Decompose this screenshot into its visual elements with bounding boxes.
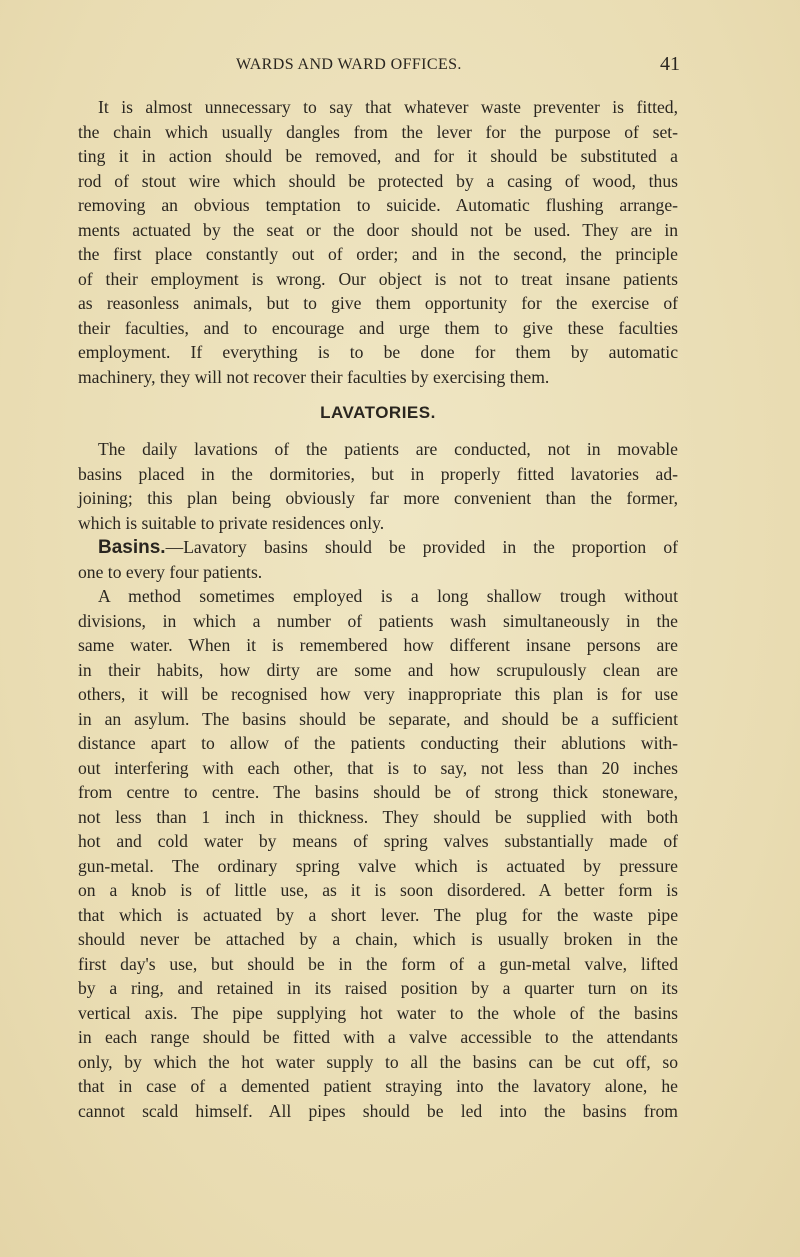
text-line: hot and cold water by means of spring valves substantially made of	[78, 831, 678, 851]
text-line: by a ring, and retained in its raised position by a quarter turn on its	[78, 978, 678, 998]
text-line: A method sometimes employed is a long shallow trough without	[98, 586, 678, 606]
text-line: The daily lavations of the patients are conducted, not in movable	[98, 439, 678, 459]
text-line: basins placed in the dormitories, but in properly fitted lavatories ad-	[78, 463, 678, 484]
section-heading: LAVATORIES.	[320, 403, 436, 422]
text-line: which is suitable to private residences only.	[78, 512, 385, 533]
text-line: in their habits, how dirty are some and how scrupulously clean are	[78, 659, 678, 680]
text-line: the first place constantly out of order; and in the second, the principle	[78, 244, 678, 264]
text-line: It is almost unnecessary to say that whatever waste preventer is fitted,	[98, 97, 678, 117]
text-line: on a knob is of little use, as it is soon disordered. A better form is	[78, 880, 678, 900]
page-body	[78, 95, 678, 1123]
text-line: first day's use, but should be in the form of a gun-metal valve, lifted	[78, 953, 678, 974]
text-line: should never be attached by a chain, which is usually broken in the	[78, 929, 678, 949]
text-line: joining; this plan being obviously far more convenient than the former,	[78, 488, 678, 508]
text-line: machinery, they will not recover their faculties by exercising them.	[78, 366, 550, 387]
paragraph	[78, 584, 678, 1123]
text-line: in an asylum. The basins should be separate, and should be a sufficient	[78, 708, 678, 729]
text-line: same water. When it is remembered how different insane persons are	[78, 635, 678, 655]
text-line: the chain which usually dangles from the lever for the purpose of set-	[78, 121, 678, 142]
text-line: that which is actuated by a short lever. The plug for the waste pipe	[78, 904, 678, 925]
page-number: 41	[660, 53, 680, 75]
text-line: only, by which the hot water supply to all the basins can be cut off, so	[78, 1051, 678, 1072]
text-line: others, it will be recognised how very inappropriate this plan is for use	[78, 684, 678, 704]
running-header	[78, 53, 680, 80]
text-line: divisions, in which a number of patients wash simultaneously in the	[78, 610, 678, 631]
text-line: of their employment is wrong. Our object is not to treat insane patients	[78, 268, 678, 289]
text-line: gun-metal. The ordinary spring valve which is actuated by pressure	[78, 855, 678, 876]
text-line: employment. If everything is to be done for them by automatic	[78, 342, 678, 362]
text-line: distance apart to allow of the patients conducting their ablutions with-	[78, 733, 678, 753]
paragraph-basins	[78, 535, 678, 584]
text-line: ting it in action should be removed, and for it should be substituted a	[78, 146, 678, 166]
text-run: —Lavatory basins should be provided in the proportion of	[165, 537, 678, 557]
text-line: vertical axis. The pipe supplying hot water to the whole of the basins	[78, 1002, 678, 1023]
sidehead: Basins.	[98, 537, 166, 558]
text-line: their faculties, and to encourage and urge them to give these faculties	[78, 317, 678, 338]
text-line: out interfering with each other, that is to say, not less than 20 inches	[78, 757, 678, 778]
text-line	[78, 535, 678, 560]
text-line: from centre to centre. The basins should be of strong thick stoneware,	[78, 782, 678, 802]
paragraph	[78, 437, 678, 535]
text-line: as reasonless animals, but to give them opportunity for the exercise of	[78, 293, 678, 313]
running-title: WARDS AND WARD OFFICES.	[236, 56, 462, 73]
text-line: ments actuated by the seat or the door should not be used. They are in	[78, 219, 678, 240]
text-line: removing an obvious temptation to suicide. Automatic flushing arrange-	[78, 195, 678, 215]
text-line: cannot scald himself. All pipes should be led into the basins from	[78, 1100, 678, 1121]
text-line: in each range should be fitted with a valve accessible to the attendants	[78, 1027, 678, 1047]
text-line: not less than 1 inch in thickness. They should be supplied with both	[78, 806, 678, 827]
text-line: that in case of a demented patient straying into the lavatory alone, he	[78, 1076, 678, 1096]
text-line: one to every four patients.	[78, 561, 263, 582]
paragraph	[78, 95, 678, 389]
text-line: rod of stout wire which should be protected by a casing of wood, thus	[78, 170, 678, 191]
